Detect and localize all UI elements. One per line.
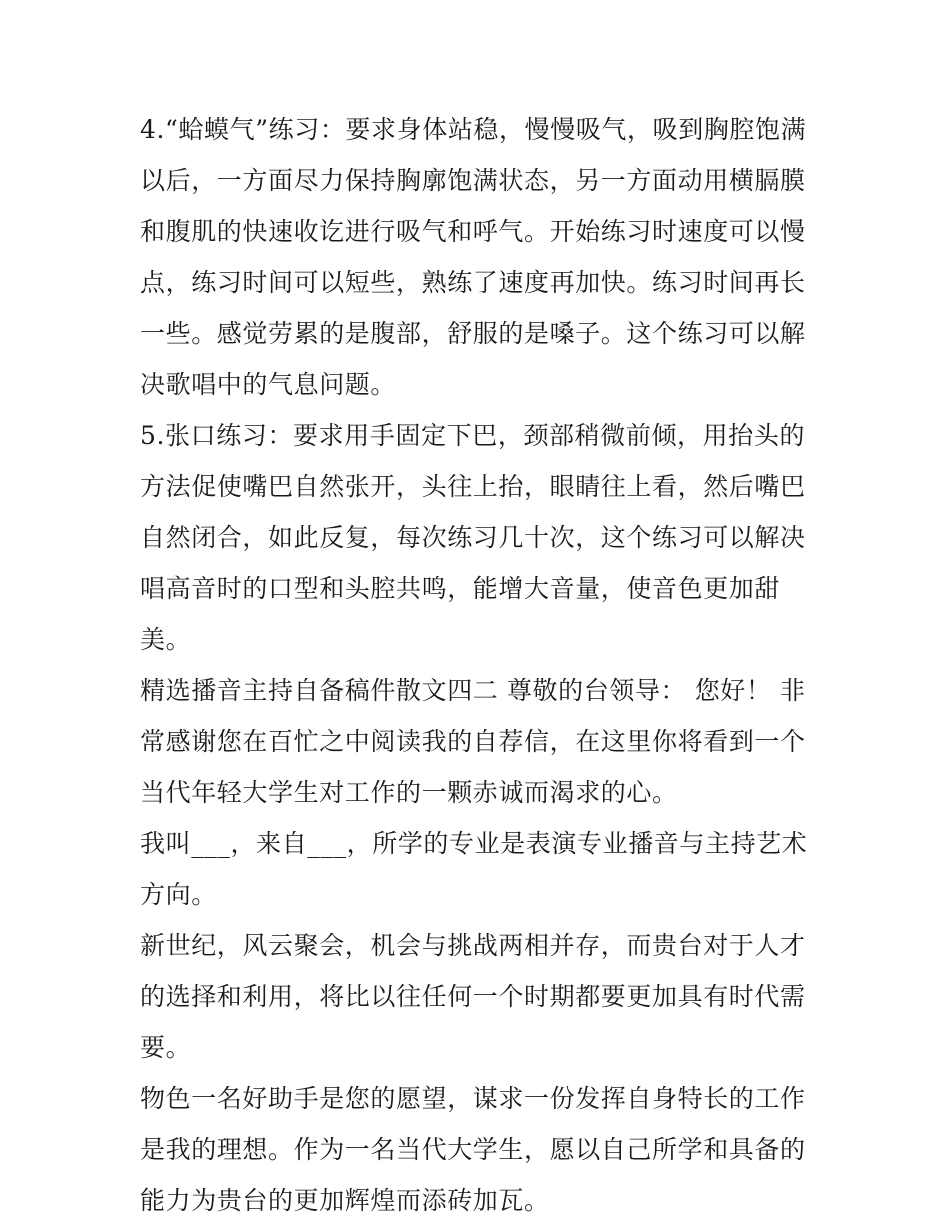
paragraph-cover-letter-greeting: 精选播音主持自备稿件散文四二 尊敬的台领导： 您好！ 非常感谢您在百忙之中阅读我的自荐信，在这里你将看到一个当代年轻大学生对工作的一颗赤诚而渴求的心。	[140, 676, 806, 807]
paragraph-self-introduction: 我叫___，来自___，所学的专业是表演专业播音与主持艺术方向。	[140, 829, 808, 909]
document-body	[140, 104, 812, 1226]
paragraph-new-century: 新世纪，风云聚会，机会与挑战两相并存，而贵台对于人才的选择和利用，将比以往任何一个时期都要更加具有时代需要。	[140, 931, 806, 1062]
paragraph-aspiration: 物色一名好助手是您的愿望，谋求一份发挥自身特长的工作是我的理想。作为一名当代大学生，愿以自己所学和具备的能力为贵台的更加辉煌而添砖加瓦。	[140, 1084, 806, 1215]
paragraph-toad-breath-exercise: 4.“蛤蟆气”练习：要求身体站稳，慢慢吸气，吸到胸腔饱满以后，一方面尽力保持胸廓饱满状态，另一方面动用横膈膜和腹肌的快速收讫进行吸气和呼气。开始练习时速度可以慢点，练习时间可以短些，熟练了速度再加快。练习时间再长一些。感觉劳累的是腹部，舒服的是嗓子。这个练习可以解决歌唱中的气息问题。	[140, 115, 807, 399]
paragraph-mouth-opening-exercise: 5.张口练习：要求用手固定下巴，颈部稍微前倾，用抬头的方法促使嘴巴自然张开，头往上抬，眼睛往上看，然后嘴巴自然闭合，如此反复，每次练习几十次，这个练习可以解决唱高音时的口型和头腔共鸣，能增大音量，使音色更加甜美。	[140, 421, 806, 654]
